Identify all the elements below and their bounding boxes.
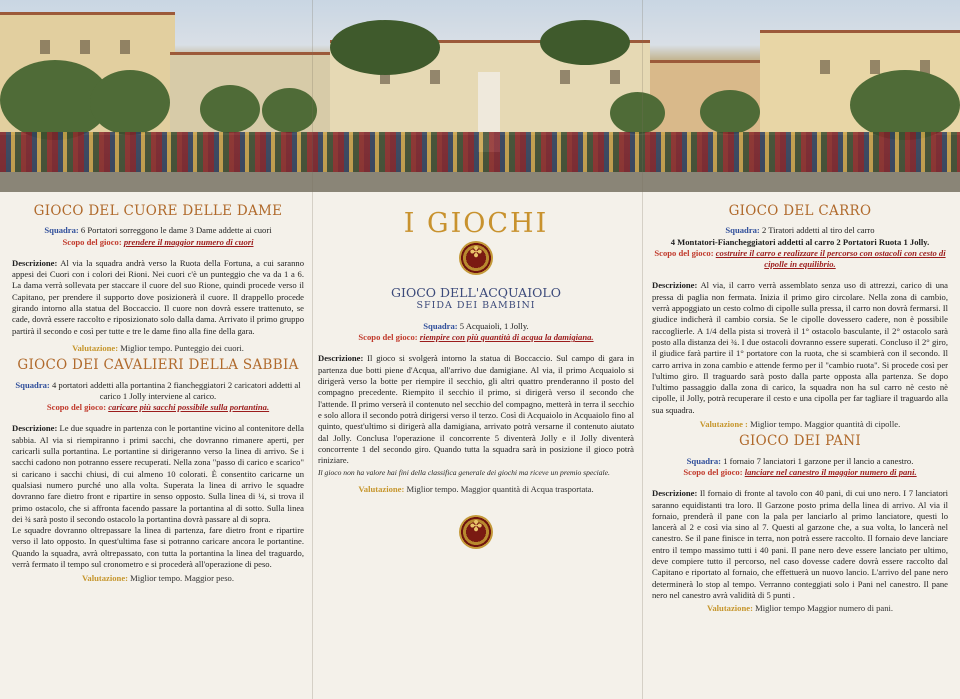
giochi-title: I GIOCHI [403, 208, 549, 239]
pani-squadra: Squadra: 1 fornaio 7 lanciatori 1 garzone per il lancio a canestro. [686, 455, 914, 466]
piazza-ground [0, 172, 960, 192]
cuore-descrizione: Descrizione: Al via la squadra andrà verso la Ruota della Fortuna, a cui saranno appesi dei Cuori con i colori dei Rioni. Nei cuori c'è un punteggio che va da 1 a 6. La dama verrà sollevata per staccare il cuore del suo Rione, quindi procede verso il Capitano, per prendere il supporto dove posizionerà il cuore. Il drappello procede girando intorno alla statua del Boccaccio. Il cuore non dovrà essere trattenuto, se cade, dovrà essere raccolto e riposizionato solo dalla dama. Arrivato il primo gruppo partirà il secondo e così per tutte e tre le dame fino alla fine della gara. [12, 257, 304, 336]
acquaiolo-scopo: Scopo del gioco: riempire con più quantità di acqua la damigiana. [358, 332, 594, 343]
piazza-photo [0, 0, 960, 192]
pani-valutazione: Valutazione: Miglior tempo Maggior numero di pani. [706, 603, 894, 614]
acquaiolo-valutazione: Valutazione: Miglior tempo. Maggior quantità di Acqua trasportata. [358, 483, 594, 494]
rione-emblem-icon [459, 241, 493, 275]
carro-descrizione: Descrizione: Al via, il carro verrà assemblato senza uso di attrezzi, carico di una pressa di paglia non fermata. Inizia il primo giro circolare. Nella zona di cambio, verrà appoggiato un cesto colmo di cipolle sulla pressa, il carro non dovrà fermarsi. Il giudice indicherà il cambio corsia. Se le cipolle dovessero cadere, non è possibile raccoglierle. A 1/4 della pista si troverà il 1° ostacolo basculante, il 2° ostacolo sarà posto alla distanza dei ¾. I due ostacoli dovranno essere superati. Concluso il 2° giro, il giudice farà partire il 1° portatore con la ruota, che si scambierà con il secondo. Il carro arriva in zona cambio e attende fermo per il "cambio ruota". Si procede così per l'ultimo giro. Il traguardo sarà posto dalla parte opposta alla partenza. Se dopo l'ultimo passaggio dalla zona di carico, la squadra non ha sul carro nè cesto nè cipolle, il Jolly, potrà recuperare il cesto e una cipolla per far tagliare il traguardo alla sua squadra. [652, 280, 948, 415]
acquaiolo-descrizione: Descrizione: Il gioco si svolgerà intorno la statua di Boccaccio. Sul campo di gara in partenza due botti piene d'Acqua, all'arrivo due damigiane. Al via, il primo Acquaiolo si dirigerà verso la botte per riempire il secchio, gli altri quattro prenderanno il posto del compagno precedente. Riempito il secchio il primo, si dirigerà verso il secondo che l'attende. Il primo verserà il contenuto nel secchio del compagno, metterà in terra il secchio e solo allora il secondo potrà dirigersi verso il terzo. Così di Acquaiolo in Acquaiolo fino al quinto, quest'ultimo si dirigerà alla damigiana, arrivato potrà versarne il contenuto aiutato dal Jolly. Conclusa l'operazione il concorrente 5 diventerà Jolly e il Jolly diventerà concorrente 1 del secondo giro. Quando tutta la squadra sarà in posizione il gioco potrà riniziare. [318, 353, 634, 466]
pani-descrizione: Descrizione: Il fornaio di fronte al tavolo con 40 pani, di cui uno nero. I 7 lanciatori saranno equidistanti tra loro. Il Garzone posto prima della linea di arrivo. Al via il fornaio, prenderà il pane con la pala per lanciarlo al primo lanciatore, questi lo lancerà al 2 e così via sino al 7. Questi al garzone che, a sua volta, lo lancerà nel canestro. Se il pane finisce in terra, non potrà essere raccolto. Il fornaio deve lanciare entro il tempo massimo tutti i 40 pani. Il pane nero deve essere lanciato per ultimo, deve compiere tutto il percorso, nel caso dovesse cadere dovrà essere raccolto dal Capitano e riportato al fornaio, che effettuerà un nuovo lancio. L'arrivo del pane nero determinerà lo stop al tempo. Verranno conteggiati solo i Pani nel canestro. Il pane nero nel canestro avrà validità di 5 punti . [652, 488, 948, 600]
cavalieri-title: GIOCO DEI CAVALIERI DELLA SABBIA [17, 357, 299, 374]
acquaiolo-squadra: Squadra: 5 Acquaioli, 1 Jolly. [423, 320, 529, 331]
left-panel [12, 200, 304, 585]
cavalieri-valutazione: Valutazione: Miglior tempo. Maggior peso. [82, 573, 234, 584]
cuore-squadra: Squadra: 6 Portatori sorreggono le dame 3 Dame addette ai cuori [44, 225, 272, 236]
pani-scopo: Scopo del gioco: lanciare nel canestro il maggior numero di pani. [683, 466, 917, 477]
costumed-crowd [0, 132, 960, 172]
cavalieri-descrizione: Descrizione: Le due squadre in partenza con le portantine vicino al contenitore della sabbia. Al via si riempiranno i primi sacchi, che dovranno rimanere aperti, per caricarli sulla portantina. Le portantine si dirigeranno verso la linea di arrivo. Se i sacchi cadono non potranno essere recuperati. Nella zona "passo di carico e scarico" si caricano i sacchi chiusi, di cui almeno 10 colorati. È consentito caricarne un qualsiasi numero purché uno alla volta. Superata la linea di arrivo le squadre dovranno fare dietro front e ripartire in senso opposto. Sulla linea di ¼, si trova il primo ostacolo, che si affronta facendo passare la portantina al di sotto. Sulla linea dei ¾ sarà posto il secondo ostacolo la portantina dovrà passare al di sopra. [12, 423, 304, 524]
acquaiolo-note: Il gioco non ha valore hai fini della classifica generale dei giochi ma riceve un premio speciale. [318, 468, 610, 478]
center-panel [318, 200, 634, 549]
carro-squadra: Squadra: 2 Tiratori addetti al tiro del carro 4 Montatori-Fiancheggiatori addetti al carro 2 Portatori Ruota 1 Jolly. [670, 225, 930, 247]
cuore-title: GIOCO DEL CUORE DELLE DAME [33, 203, 283, 219]
right-panel [652, 200, 948, 615]
carro-title: GIOCO DEL CARRO [728, 203, 872, 219]
cavalieri-scopo: Scopo del gioco: caricare più sacchi possibile sulla portantina. [46, 402, 270, 413]
cuore-valutazione: Valutazione: Miglior tempo. Punteggio dei cuori. [72, 342, 244, 353]
rione-emblem-icon [459, 515, 493, 549]
carro-scopo: Scopo del gioco: costruire il carro e realizzare il percorso con ostacoli con cesto di cipolle in equilibrio. [654, 247, 946, 270]
pani-title: GIOCO DEI PANI [738, 433, 862, 450]
cavalieri-squadra: Squadra: 4 portatori addetti alla portantina 2 fiancheggiatori 2 caricatori addetti al carico 1 Jolly interviene al carico. [15, 379, 301, 401]
cuore-scopo: Scopo del gioco: prendere il maggior numero di cuori [62, 236, 254, 247]
acquaiolo-title: GIOCO DELL'ACQUAIOLO [391, 285, 561, 301]
carro-valutazione: Valutazione : Miglior tempo. Maggior quantità di cipolle. [699, 419, 901, 430]
cavalieri-descrizione-2: Le squadre dovranno oltrepassare la linea di partenza, fare dietro front e ripartire verso il lato opposto. In quest'ultima fase si potranno caricare ancora le portantine. Quando la squadra, avrà oltrepassato, con tutta la portantina la linea del traguardo, verrà fermato il tempo sul cronometro e si procederà all'operazione di peso. [12, 525, 304, 570]
acquaiolo-subtitle: SFIDA DEI BAMBINI [416, 299, 536, 311]
